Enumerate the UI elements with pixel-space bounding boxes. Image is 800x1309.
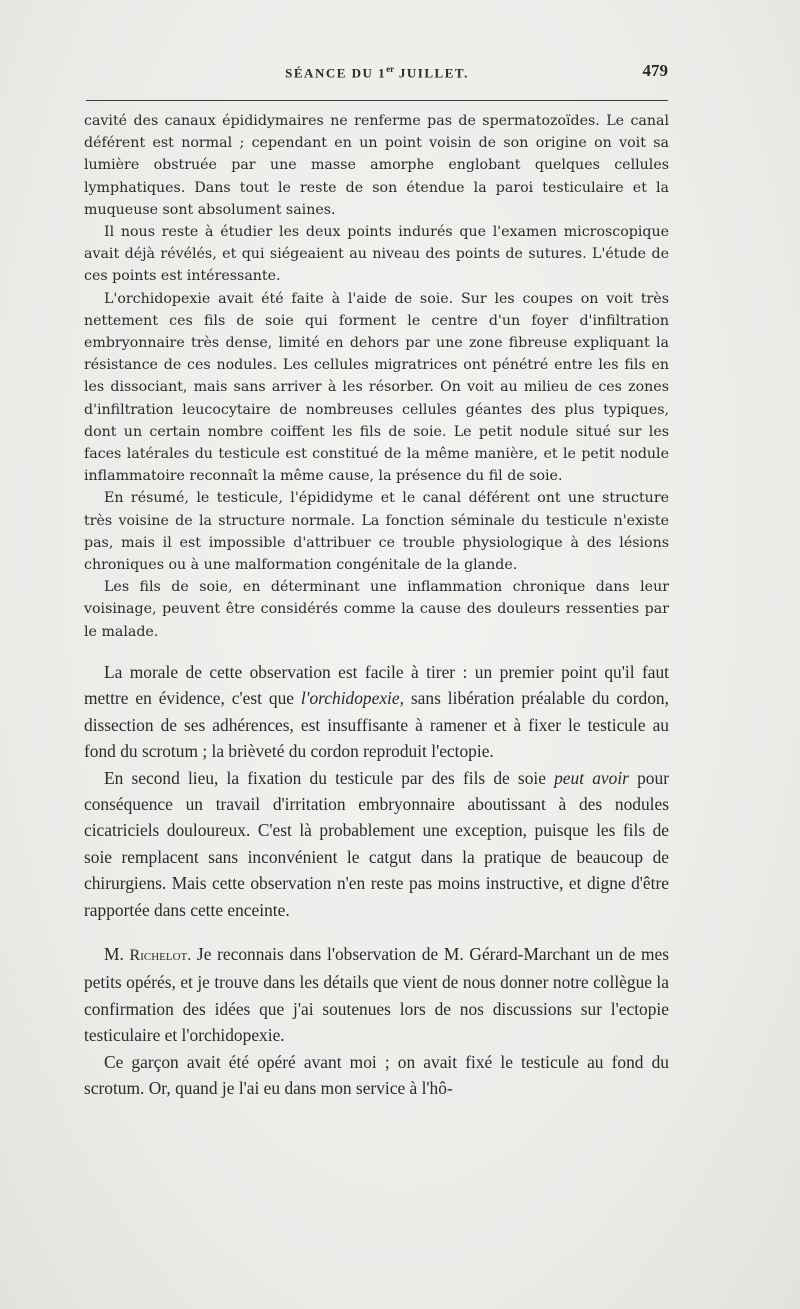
paragraph <box>84 941 669 1049</box>
paragraph: L'orchidopexie avait été faite à l'aide de soie. Sur les coupes on voit très nettement ces fils de soie qui forment le centre d'un foyer d'infiltration embryonnaire très dense, limité en dehors par une zone fibreuse expliquant la résistance de ces nodules. Les cellules migratrices ont pénétré entre les fils en les dissociant, mais sans arriver à les résorber. On voit au milieu de ces zones d'infiltration leucocytaire de nombreuses cellules géantes des plus typiques, dont un certain nombre coiffent les fils de soie. Le petit nodule situé sur les faces latérales du testicule est constitué de la même manière, et le petit nodule inflammatoire reconnaît la même cause, la présence du fil de soie. <box>84 290 669 485</box>
text-run: pour conséquence un travail d'irritation embryonnaire aboutissant à des nodules cicatriciels douloureux. C'est là probablement une exception, puisque les fils de soie remplacent sans inconvénient le catgut dans la pratique de beaucoup de chirurgiens. Mais cette observation n'en reste pas moins instructive, et digne d'être rapportée dans cette enceinte. <box>84 767 669 920</box>
small-print-section <box>84 110 669 643</box>
text-run: sans libération préalable du cordon, dissection de ses adhérences, est insuffisante à ramener et à fixer le testicule au fond du scrotum ; la brièveté du cordon reproduit l'ectopie. <box>84 688 669 762</box>
paragraph: Les fils de soie, en déterminant une inflammation chronique dans leur voisinage, peuvent être considérés comme la cause des douleurs ressenties par le malade. <box>84 579 669 640</box>
text-run: Je reconnais dans l'observation de M. Gérard-Marchant un de mes petits opérés, et je trouve dans les détails que vient de nous donner notre collègue la confirmation des idées que j'ai soutenues lors de nos discussions sur l'ectopie testiculaire et l'orchidopexie. <box>84 943 669 1046</box>
italic-term: l'orchidopexie, <box>300 688 404 709</box>
header-title-superscript: er <box>386 64 395 74</box>
text-run: La morale de cette observation est facile à tirer : un premier point qu'il faut mettre en évidence, c'est que <box>84 661 669 709</box>
paragraph: cavité des canaux épididymaires ne renferme pas de spermatozoïdes. Le canal déférent est normal ; cependant en un point voisin de son origine on voit sa lumière obstruée par une masse amorphe englobant quelques cellules lymphatiques. Dans tout le reste de son étendue la paroi testiculaire et la muqueuse sont absolument saines. <box>84 113 669 218</box>
speaker-name: Richelot. <box>129 946 192 964</box>
text-run: En second lieu, la fixation du testicule par des fils de soie <box>104 767 555 788</box>
page-number: 479 <box>642 61 668 80</box>
paragraph: Ce garçon avait été opéré avant moi ; on avait fixé le testicule au fond du scrotum. Or, quand je l'ai eu dans mon service à l'hô- <box>84 1051 669 1098</box>
italic-term: peut avoir <box>554 767 629 788</box>
header-rule <box>86 100 668 101</box>
paragraph <box>84 659 669 765</box>
header-title <box>86 64 668 81</box>
header-title-month: JUILLET. <box>394 65 469 81</box>
running-header <box>86 61 668 86</box>
paragraph: Il nous reste à étudier les deux points indurés que l'examen microscopique avait déjà révélés, et qui siégeaient au niveau des points de sutures. L'étude de ces points est intéressante. <box>84 224 669 285</box>
text-run: M. <box>104 943 130 964</box>
paragraph <box>84 765 669 923</box>
header-title-text: SÉANCE DU 1 <box>285 65 387 81</box>
body-text <box>84 110 669 1101</box>
paragraph: En résumé, le testicule, l'épididyme et le canal déférent ont une structure très voisine de la structure normale. La fonction séminale du testicule n'existe pas, mais il est impossible d'attribuer ce trouble physiologique à des lésions chroniques ou à une malformation congénitale de la glande. <box>84 490 669 574</box>
large-print-section <box>84 659 669 1102</box>
